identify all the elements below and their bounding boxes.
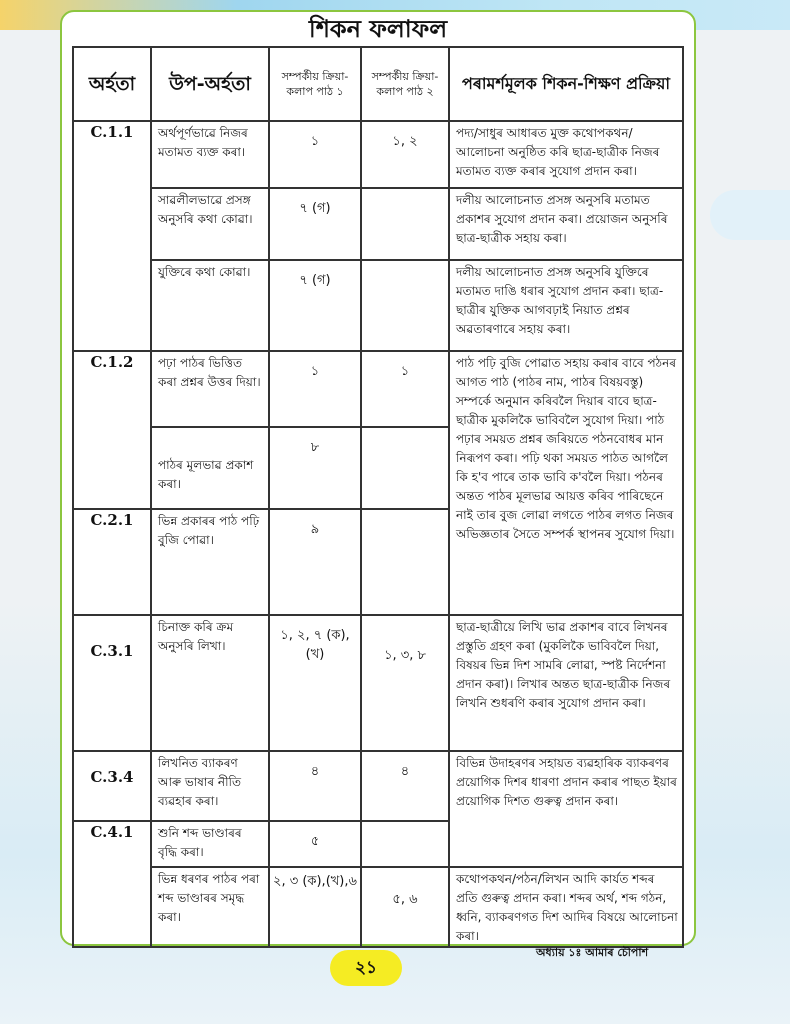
header-activity-lesson-1: সম্পৰ্কীয় ক্ৰিয়া-কলাপ পাঠ ১ — [269, 47, 361, 121]
competency-code: C.3.1 — [73, 615, 151, 751]
process-cell: ছাত্ৰ-ছাত্ৰীয়ে লিখি ভাৱ প্ৰকাশৰ বাবে লিখনৰ প্ৰস্তুতি গ্ৰহণ কৰা (মুকলিকৈ ভাবিবলৈ দিয়া, বিষয়ৰ ভিন্ন দিশ সামৰি লোৱা, স্পষ্ট নিৰ্দেশনা প্ৰদান কৰা)। লিখাৰ অন্তত ছাত্ৰ-ছাত্ৰীক নিজৰ লিখনি শুধৰণি কৰাৰ সুযোগ প্ৰদান কৰা। — [449, 615, 683, 751]
sub-competency-cell: সাৱলীলভাৱে প্ৰসঙ্গ অনুসৰি কথা কোৱা। — [151, 188, 269, 260]
lesson-1-activities: ১, ২, ৭ (ক), (খ) — [269, 615, 361, 751]
process-cell: কথোপকথন/পঠন/লিখন আদি কাৰ্যত শব্দৰ প্ৰতি গুৰুত্ব প্ৰদান কৰা। শব্দৰ অৰ্থ, শব্দ গঠন, ধ্বনি, ব্যাকৰণগত দিশ আদিৰ বিষয়ে আলোচনা কৰা। — [449, 867, 683, 947]
lesson-2-activities — [361, 260, 449, 351]
table-row — [73, 351, 683, 427]
learning-outcomes-panel — [60, 10, 696, 946]
lesson-2-activities: ৪ — [361, 751, 449, 821]
table-row — [73, 260, 683, 351]
header-competency: অৰ্হতা — [73, 47, 151, 121]
sub-competency-cell: ভিন্ন প্ৰকাৰৰ পাঠ পঢ়ি বুজি পোৱা। — [151, 509, 269, 615]
table-row — [73, 121, 683, 188]
lesson-1-activities: ১ — [269, 351, 361, 427]
competency-code: C.1.1 — [73, 121, 151, 351]
header-activity-lesson-2: সম্পৰ্কীয় ক্ৰিয়া-কলাপ পাঠ ২ — [361, 47, 449, 121]
lesson-1-activities: ২, ৩ (ক),(খ),৬ — [269, 867, 361, 947]
lesson-1-activities: ৫ — [269, 821, 361, 867]
lesson-2-activities — [361, 427, 449, 509]
lesson-2-activities — [361, 821, 449, 867]
header-process: পৰামৰ্শমূলক শিকন-শিক্ষণ প্ৰক্ৰিয়া — [449, 47, 683, 121]
chapter-label: অধ্যায় ১ঃ আমাৰ চৌপাশ — [536, 946, 649, 959]
lesson-1-activities: ৭ (গ) — [269, 188, 361, 260]
page-number: ২১ — [330, 950, 402, 986]
lesson-1-activities: ৪ — [269, 751, 361, 821]
lesson-1-activities: ১ — [269, 121, 361, 188]
lesson-2-activities — [361, 188, 449, 260]
header-sub-competency: উপ-অৰ্হতা — [151, 47, 269, 121]
table-row — [73, 615, 683, 751]
process-cell: দলীয় আলোচনাত প্ৰসঙ্গ অনুসৰি মতামত প্ৰকাশৰ সুযোগ প্ৰদান কৰা। প্ৰয়োজন অনুসৰি ছাত্ৰ-ছাত্ৰীক সহায় কৰা। — [449, 188, 683, 260]
decorative-cloud — [710, 190, 790, 240]
sub-competency-cell: লিখনিত ব্যাকৰণ আৰু ভাষাৰ নীতি ব্যৱহাৰ কৰা। — [151, 751, 269, 821]
table-row — [73, 751, 683, 821]
sub-competency-cell: ভিন্ন ধৰণৰ পাঠৰ পৰা শব্দ ভাণ্ডাৰৰ সমৃদ্ধ কৰা। — [151, 867, 269, 947]
lesson-1-activities: ৭ (গ) — [269, 260, 361, 351]
process-cell-grammar: বিভিন্ন উদাহৰণৰ সহায়ত ব্যৱহাৰিক ব্যাকৰণৰ প্ৰয়োগিক দিশৰ ধাৰণা প্ৰদান কৰাৰ পাছত ইয়াৰ প্ৰয়োগিক দিশত গুৰুত্ব প্ৰদান কৰা। — [449, 751, 683, 867]
lesson-2-activities: ১ — [361, 351, 449, 427]
lesson-2-activities: ১, ২ — [361, 121, 449, 188]
lesson-2-activities — [361, 509, 449, 615]
table-header-row — [73, 47, 683, 121]
process-cell-reading: পাঠ পঢ়ি বুজি পোৱাত সহায় কৰাৰ বাবে পঠনৰ আগত পাঠ (পাঠৰ নাম, পাঠৰ বিষয়বস্তু) সম্পৰ্কে অনুমান কৰিবলৈ দিয়াৰ বাবে ছাত্ৰ-ছাত্ৰীক মুকলিকৈ ভাবিবলৈ সুযোগ দিয়া। পাঠ পঢ়াৰ সময়ত প্ৰশ্নৰ জৰিয়তে পঠনবোধৰ মান নিৰূপণ কৰা। পঢ়ি থকা সময়ত পাঠত আগলৈ কি হ'ব পাৰে তাক ভাবি ক'বলৈ দিয়া। পঠনৰ অন্তত পাঠৰ মূলভাৱ আয়ত্ত কৰিব পাৰিছেনে নাই তাৰ বুজ লোৱা লগতে পাঠৰ লগত নিজৰ অভিজ্ঞতাৰ সৈতে সম্পৰ্ক স্থাপনৰ সুযোগ দিয়া। — [449, 351, 683, 615]
competency-code: C.4.1 — [73, 821, 151, 947]
sub-competency-cell: পাঠৰ মূলভাৱ প্ৰকাশ কৰা। — [151, 427, 269, 509]
sub-competency-cell: যুক্তিৰে কথা কোৱা। — [151, 260, 269, 351]
competency-code: C.3.4 — [73, 751, 151, 821]
learning-outcomes-table — [72, 46, 684, 948]
competency-code: C.1.2 — [73, 351, 151, 509]
sub-competency-cell: পঢ়া পাঠৰ ভিত্তিত কৰা প্ৰশ্নৰ উত্তৰ দিয়া। — [151, 351, 269, 427]
lesson-1-activities: ৯ — [269, 509, 361, 615]
lesson-2-activities: ১, ৩, ৮ — [361, 615, 449, 751]
table-row — [73, 867, 683, 947]
sub-competency-cell: শুনি শব্দ ভাণ্ডাৰৰ বৃদ্ধি কৰা। — [151, 821, 269, 867]
process-cell: পদ্য/সাধুৰ আধাৰত মুক্ত কথোপকথন/ আলোচনা অনুষ্ঠিত কৰি ছাত্ৰ-ছাত্ৰীক নিজৰ মতামত ব্যক্ত কৰাৰ সুযোগ প্ৰদান কৰা। — [449, 121, 683, 188]
lesson-1-activities: ৮ — [269, 427, 361, 509]
table-row — [73, 188, 683, 260]
page-title: শিকন ফলাফল — [308, 15, 448, 43]
lesson-2-activities: ৫, ৬ — [361, 867, 449, 947]
competency-code: C.2.1 — [73, 509, 151, 615]
sub-competency-cell: চিনাক্ত কৰি ক্ৰম অনুসৰি লিখা। — [151, 615, 269, 751]
sub-competency-cell: অৰ্থপূৰ্ণভাৱে নিজৰ মতামত ব্যক্ত কৰা। — [151, 121, 269, 188]
process-cell: দলীয় আলোচনাত প্ৰসঙ্গ অনুসৰি যুক্তিৰে মতামত দাঙি ধৰাৰ সুযোগ প্ৰদান কৰা। ছাত্ৰ-ছাত্ৰীৰ যুক্তিক আগবঢ়াই নিয়াত প্ৰশ্নৰ অৱতাৰণাৰে সহায় কৰা। — [449, 260, 683, 351]
